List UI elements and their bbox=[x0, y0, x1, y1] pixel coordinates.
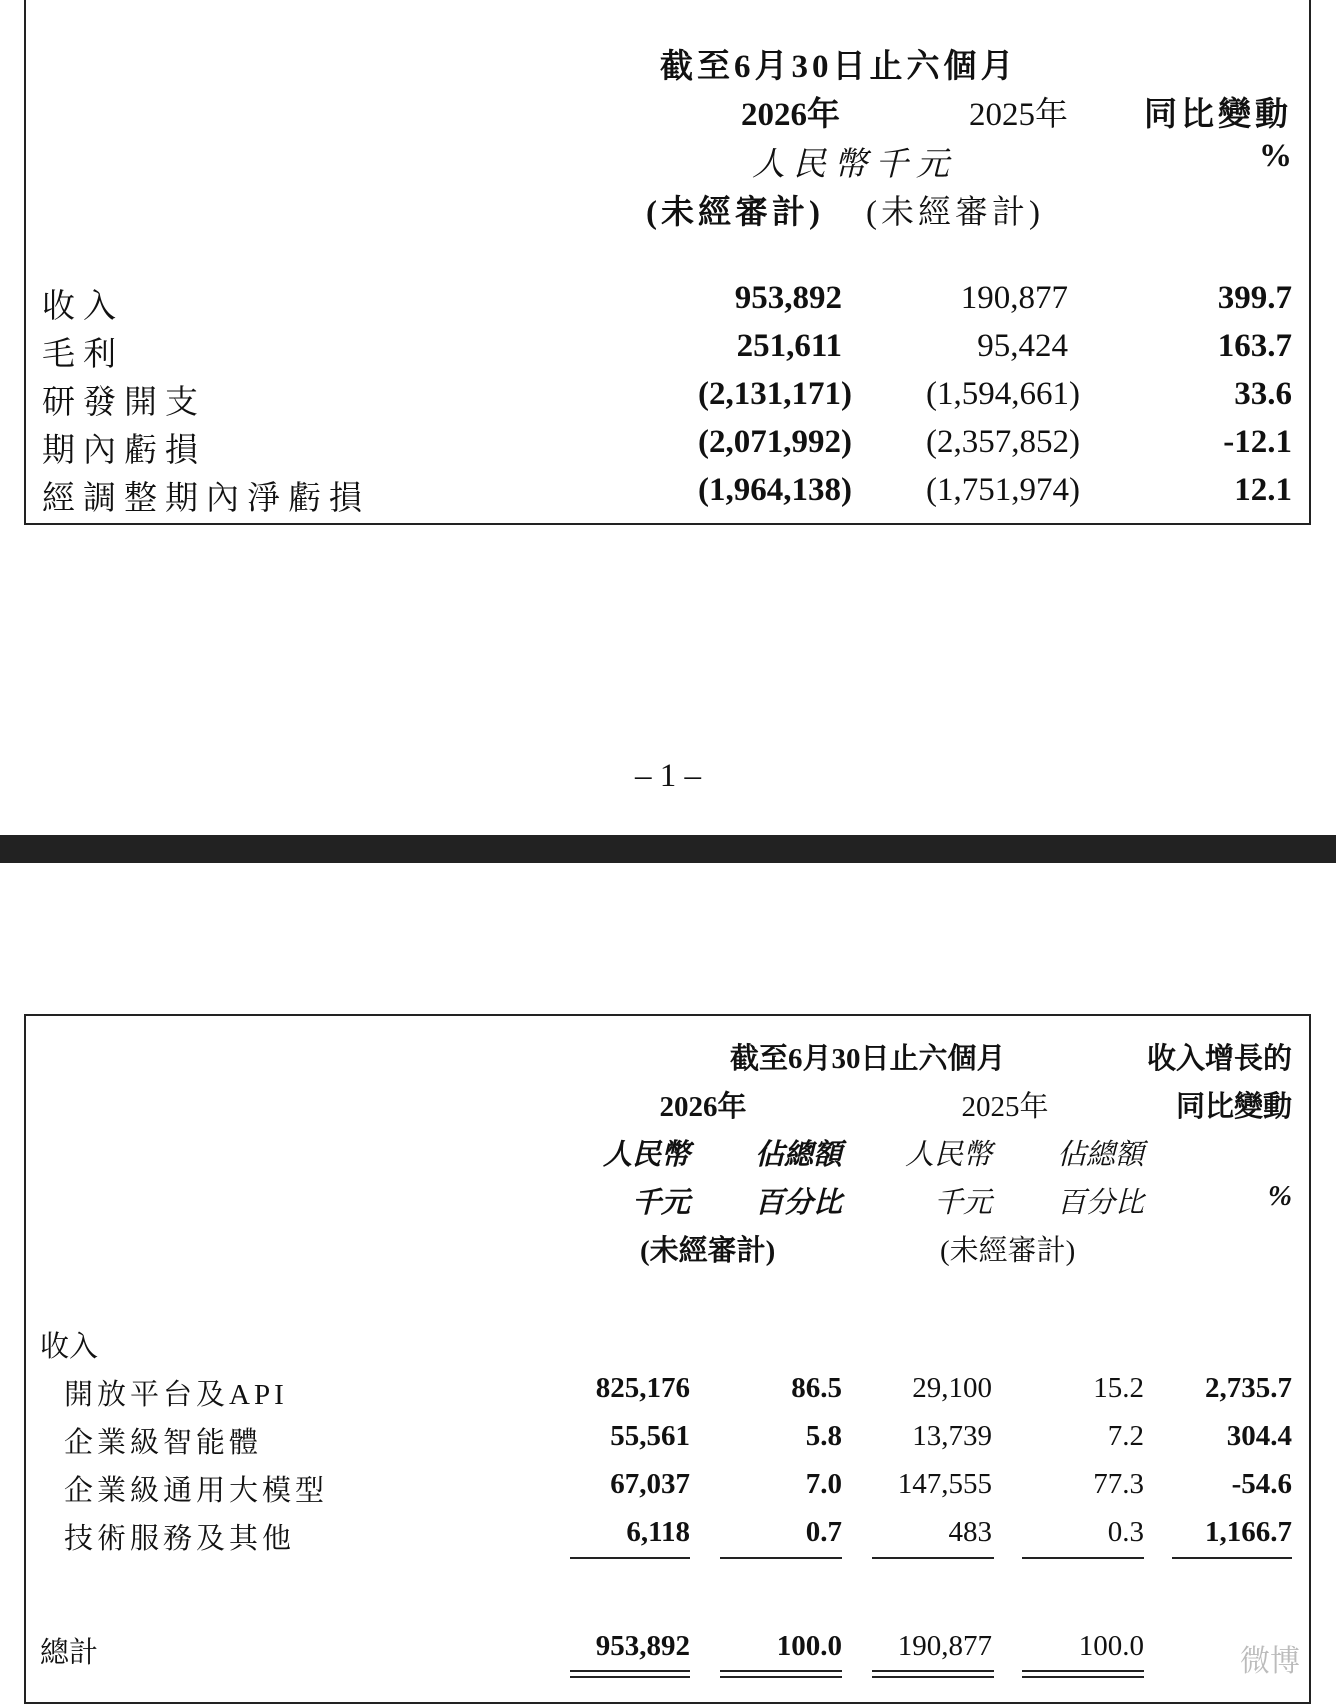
t2-col-rmb-prior-2: 千元 bbox=[933, 1187, 992, 1219]
t2-total-double-rule bbox=[1022, 1676, 1144, 1678]
t1-year-current: 2026年 bbox=[741, 97, 840, 133]
t1-row-current: (1,964,138) bbox=[698, 472, 852, 508]
t2-col-share-current-1: 佔總額 bbox=[754, 1139, 842, 1171]
t1-row-current: (2,071,992) bbox=[698, 424, 852, 460]
t2-col-rmb-prior-1: 人民幣 bbox=[904, 1139, 992, 1171]
t2-row-prior-share: 7.2 bbox=[1107, 1420, 1144, 1452]
t2-growth-header-1: 收入增長的 bbox=[1146, 1043, 1292, 1075]
t1-year-prior: 2025年 bbox=[969, 97, 1068, 133]
t2-total-current-share: 100.0 bbox=[776, 1630, 842, 1662]
t2-col-share-prior-2: 百分比 bbox=[1056, 1187, 1144, 1219]
t2-row-prior-amount: 29,100 bbox=[912, 1372, 992, 1404]
page-number: – 1 – bbox=[635, 758, 701, 794]
t2-subtotal-rule bbox=[1022, 1557, 1144, 1559]
t2-subtotal-rule bbox=[872, 1557, 994, 1559]
t1-row-label: 收入 bbox=[42, 289, 124, 325]
t2-row-label: 企業級智能體 bbox=[64, 1427, 263, 1459]
t2-total-label: 總計 bbox=[40, 1637, 99, 1669]
watermark-text: 微博 bbox=[1240, 1644, 1300, 1679]
t2-row-current-amount: 55,561 bbox=[610, 1420, 690, 1452]
t2-row-current-share: 7.0 bbox=[805, 1468, 842, 1500]
t1-row-change: -12.1 bbox=[1223, 424, 1292, 460]
t2-row-prior-amount: 13,739 bbox=[912, 1420, 992, 1452]
t2-col-share-prior-1: 佔總額 bbox=[1056, 1139, 1144, 1171]
t2-row-current-share: 5.8 bbox=[805, 1420, 842, 1452]
t1-row-label: 研發開支 bbox=[42, 385, 206, 421]
t2-col-rmb-current-2: 千元 bbox=[631, 1187, 690, 1219]
t2-row-current-amount: 6,118 bbox=[626, 1516, 690, 1548]
t2-total-double-rule bbox=[1022, 1670, 1144, 1672]
t1-yoy-header: 同比變動 bbox=[1144, 97, 1292, 133]
t2-row-prior-amount: 483 bbox=[948, 1516, 992, 1548]
page-separator bbox=[0, 835, 1336, 863]
t2-row-growth: -54.6 bbox=[1231, 1468, 1292, 1500]
t2-row-current-share: 0.7 bbox=[805, 1516, 842, 1548]
t1-row-current: (2,131,171) bbox=[698, 376, 852, 412]
t1-row-change: 163.7 bbox=[1217, 328, 1292, 364]
t2-row-growth: 2,735.7 bbox=[1205, 1372, 1292, 1404]
t2-total-prior-share: 100.0 bbox=[1078, 1630, 1144, 1662]
t2-col-rmb-current-1: 人民幣 bbox=[602, 1139, 690, 1171]
t2-subtotal-rule bbox=[1172, 1557, 1292, 1559]
t1-row-label: 期內虧損 bbox=[42, 433, 206, 469]
t2-row-prior-share: 77.3 bbox=[1093, 1468, 1144, 1500]
t2-row-label: 技術服務及其他 bbox=[64, 1523, 296, 1555]
t1-row-prior: (2,357,852) bbox=[926, 424, 1080, 460]
t2-row-current-amount: 825,176 bbox=[595, 1372, 690, 1404]
t1-row-prior: 95,424 bbox=[977, 328, 1068, 364]
t2-growth-header-2: 同比變動 bbox=[1175, 1091, 1292, 1123]
t2-row-prior-amount: 147,555 bbox=[897, 1468, 992, 1500]
t2-subtotal-rule bbox=[570, 1557, 690, 1559]
t2-row-prior-share: 0.3 bbox=[1107, 1516, 1144, 1548]
t1-period-header: 截至6月30日止六個月 bbox=[660, 49, 1018, 85]
t2-total-double-rule bbox=[872, 1670, 994, 1672]
t2-period-header: 截至6月30日止六個月 bbox=[730, 1043, 1006, 1075]
t1-row-current: 251,611 bbox=[736, 328, 842, 364]
t2-pct-unit: % bbox=[1267, 1180, 1292, 1212]
t2-col-share-current-2: 百分比 bbox=[754, 1187, 842, 1219]
t1-row-change: 33.6 bbox=[1234, 376, 1292, 412]
t1-row-label: 經調整期內淨虧損 bbox=[42, 481, 370, 517]
t2-row-growth: 304.4 bbox=[1226, 1420, 1292, 1452]
t2-section-label: 收入 bbox=[40, 1331, 99, 1363]
t2-total-double-rule bbox=[570, 1670, 690, 1672]
t1-row-prior: (1,751,974) bbox=[926, 472, 1080, 508]
t1-row-change: 399.7 bbox=[1217, 280, 1292, 316]
t1-audit-prior: (未經審計) bbox=[866, 195, 1044, 231]
t2-total-double-rule bbox=[720, 1670, 842, 1672]
t2-row-prior-share: 15.2 bbox=[1093, 1372, 1144, 1404]
t1-row-prior: (1,594,661) bbox=[926, 376, 1080, 412]
t1-pct-unit: % bbox=[1259, 138, 1292, 174]
t1-row-prior: 190,877 bbox=[960, 280, 1068, 316]
t1-unit: 人民幣千元 bbox=[752, 147, 957, 183]
t1-audit-current: (未經審計) bbox=[646, 195, 824, 231]
t2-total-prior-amount: 190,877 bbox=[897, 1630, 992, 1662]
t2-subtotal-rule bbox=[720, 1557, 842, 1559]
t2-year-current: 2026年 bbox=[659, 1091, 747, 1123]
t1-row-change: 12.1 bbox=[1234, 472, 1292, 508]
t2-row-current-amount: 67,037 bbox=[610, 1468, 690, 1500]
watermark-logo bbox=[1240, 1636, 1300, 1680]
t2-row-growth: 1,166.7 bbox=[1205, 1516, 1292, 1548]
t2-total-double-rule bbox=[570, 1676, 690, 1678]
t2-year-prior: 2025年 bbox=[961, 1091, 1049, 1123]
t2-row-label: 企業級通用大模型 bbox=[64, 1475, 329, 1507]
t1-row-label: 毛利 bbox=[42, 337, 124, 373]
t2-audit-current: (未經審計) bbox=[640, 1235, 776, 1267]
t2-total-double-rule bbox=[720, 1676, 842, 1678]
t2-total-current-amount: 953,892 bbox=[595, 1630, 690, 1662]
t2-row-label: 開放平台及API bbox=[64, 1379, 288, 1411]
t2-total-double-rule bbox=[872, 1676, 994, 1678]
t2-row-current-share: 86.5 bbox=[791, 1372, 842, 1404]
t1-row-current: 953,892 bbox=[734, 280, 842, 316]
t2-audit-prior: (未經審計) bbox=[940, 1235, 1076, 1267]
